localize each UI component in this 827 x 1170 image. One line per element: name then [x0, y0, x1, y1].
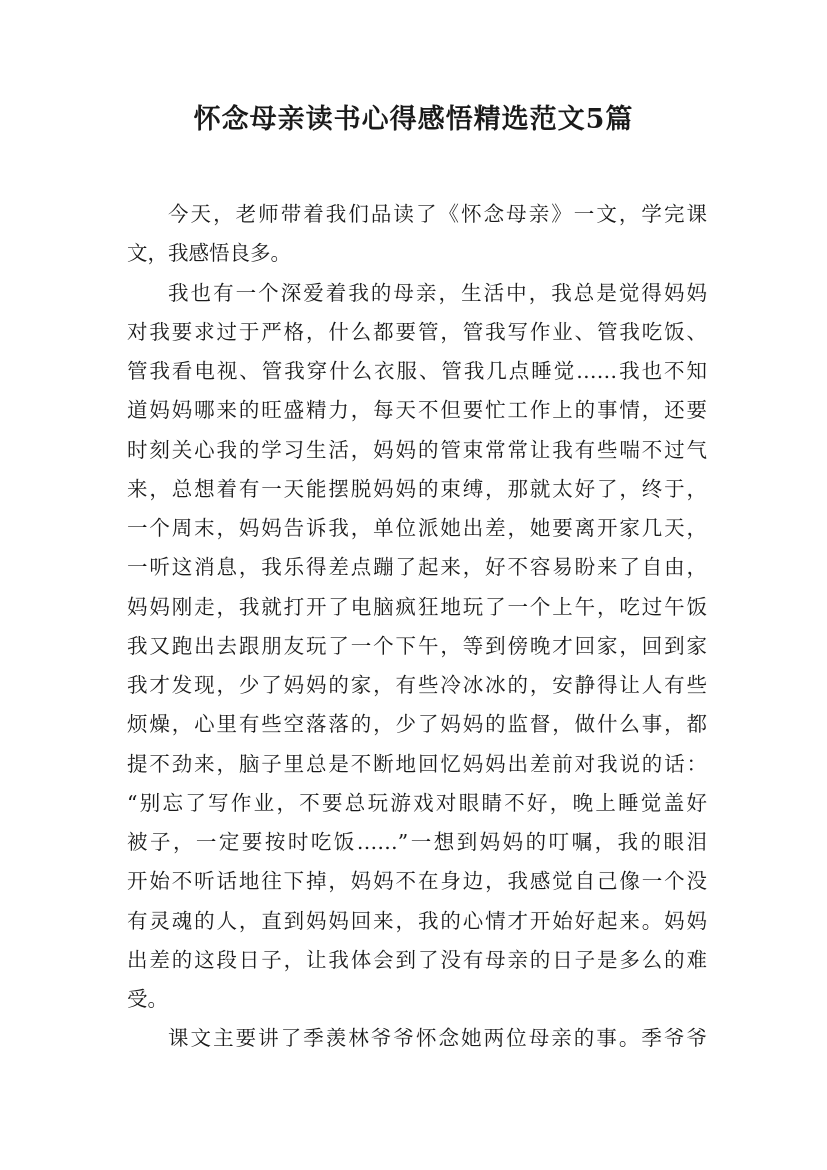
text-line: 一听这消息，我乐得差点蹦了起来，好不容易盼来了自由， — [127, 555, 707, 580]
text-line: 道妈妈哪来的旺盛精力，每天不但要忙工作上的事情，还要 — [127, 398, 707, 423]
text-line: 妈妈刚走，我就打开了电脑疯狂地玩了一个上午，吃过午饭 — [127, 594, 707, 619]
text-line: 今天，老师带着我们品读了《怀念母亲》一文，学完课 — [168, 202, 707, 226]
text-line: 烦燥，心里有些空落落的，少了妈妈的监督，做什么事，都 — [127, 712, 707, 737]
text-line: 被子，一定要按时吃饭……”一想到妈妈的叮嘱，我的眼泪 — [127, 830, 707, 854]
text-line: 出差的这段日子，让我体会到了没有母亲的日子是多么的难 — [127, 947, 707, 972]
text-line: 对我要求过于严格，什么都要管，管我写作业、管我吃饭、 — [127, 319, 707, 344]
text-line: 管我看电视、管我穿什么衣服、管我几点睡觉……我也不知 — [127, 359, 707, 383]
document-body — [127, 195, 707, 1059]
paragraph — [127, 274, 707, 1020]
text-line: 文，我感悟良多。 — [127, 241, 291, 266]
text-line: 受。 — [127, 987, 168, 1011]
document-title: 怀念母亲读书心得感悟精选范文5篇 — [193, 104, 634, 135]
text-line: 我也有一个深爱着我的母亲，生活中，我总是觉得妈妈 — [168, 280, 707, 305]
paragraph — [127, 1019, 707, 1058]
text-line: 有灵魂的人，直到妈妈回来，我的心情才开始好起来。妈妈 — [127, 908, 707, 933]
text-line: 一个周末，妈妈告诉我，单位派她出差，她要离开家几天， — [127, 516, 707, 540]
text-line: 开始不听话地往下掉，妈妈不在身边，我感觉自己像一个没 — [127, 869, 707, 894]
text-line: 课文主要讲了季羡林爷爷怀念她两位母亲的事。季爷爷 — [168, 1026, 707, 1051]
text-line: 我才发现，少了妈妈的家，有些冷冰冰的，安静得让人有些 — [127, 673, 707, 697]
text-line: 来，总想着有一天能摆脱妈妈的束缚，那就太好了，终于， — [127, 476, 707, 501]
text-line: 提不劲来，脑子里总是不断地回忆妈妈出差前对我说的话： — [127, 751, 707, 776]
text-line: 时刻关心我的学习生活，妈妈的管束常常让我有些喘不过气 — [127, 437, 707, 462]
text-line: “别忘了写作业，不要总玩游戏对眼睛不好，晚上睡觉盖好 — [127, 790, 707, 815]
paragraph — [127, 195, 707, 274]
text-line: 我又跑出去跟朋友玩了一个下午，等到傍晚才回家，回到家 — [127, 633, 707, 658]
